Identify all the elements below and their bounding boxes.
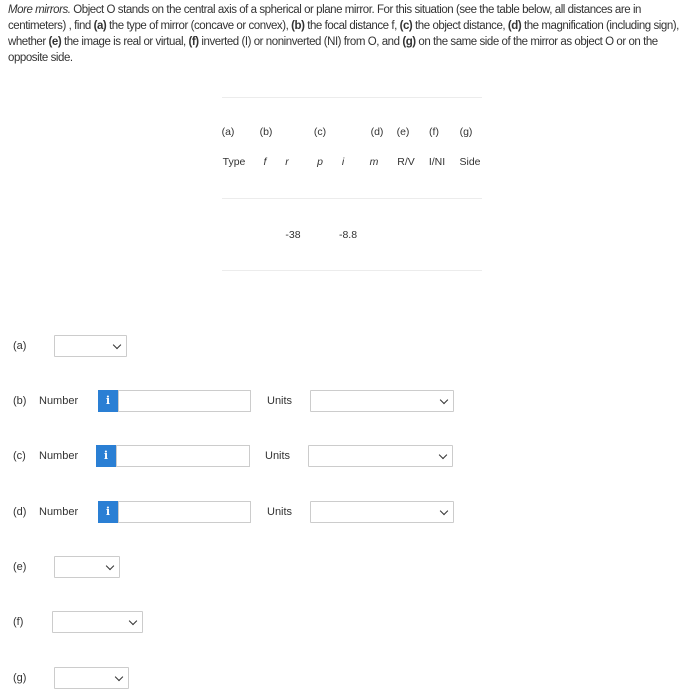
answer-c-number-label: Number <box>39 450 79 462</box>
chevron-down-icon <box>115 673 123 681</box>
col-header-i: i <box>341 156 345 168</box>
answer-g-label: (g) <box>13 672 27 684</box>
col-header-r: r <box>285 156 289 168</box>
answer-d-number-input[interactable] <box>118 501 251 523</box>
answer-c-units-label: Units <box>265 450 291 462</box>
answer-b-label: (b) <box>13 395 27 407</box>
answer-c-units-select[interactable] <box>308 445 453 467</box>
info-icon[interactable]: i <box>98 390 118 412</box>
answer-g-select[interactable] <box>54 667 129 689</box>
answer-e-select[interactable] <box>54 556 120 578</box>
answer-a-select[interactable] <box>54 335 127 357</box>
text-g: on the same side of the mirror as object O or on the opposite side. <box>8 36 658 64</box>
tag-e: (e) <box>48 36 62 48</box>
tag-g: (g) <box>402 36 416 48</box>
tag-d: (d) <box>507 20 522 32</box>
chevron-down-icon <box>129 617 137 625</box>
answer-f-select[interactable] <box>52 611 143 633</box>
value-i: -8.8 <box>338 229 358 241</box>
table-rule-top <box>222 97 482 98</box>
col-header-type: Type <box>222 156 246 168</box>
table-rule-bottom <box>222 270 482 271</box>
answer-a-label: (a) <box>13 340 27 352</box>
chevron-down-icon <box>440 396 448 404</box>
col-header-f: f <box>263 156 267 168</box>
chevron-down-icon <box>439 451 447 459</box>
info-icon[interactable]: i <box>98 501 118 523</box>
problem-statement <box>8 2 692 66</box>
text-a: the type of mirror (concave or convex), <box>106 20 292 32</box>
problem-title: More mirrors. <box>8 4 71 16</box>
problem-text: Object O stands on the central axis of a spherical or plane mirror. For this situation (see the table below, all distances are in centimeters) , find <box>8 4 642 32</box>
info-icon[interactable]: i <box>96 445 116 467</box>
text-b: the focal distance f, <box>304 20 400 32</box>
text-d: the magnification (including sign), whether <box>8 20 679 48</box>
col-header-rv: R/V <box>397 156 415 168</box>
answer-d-units-label: Units <box>267 506 293 518</box>
col-letter-e: (e) <box>396 126 410 138</box>
answer-d-units-select[interactable] <box>310 501 454 523</box>
tag-c: (c) <box>399 20 413 32</box>
col-letter-d: (d) <box>370 126 384 138</box>
col-header-ini: I/NI <box>428 156 446 168</box>
col-header-side: Side <box>459 156 481 168</box>
value-r: -38 <box>285 229 301 241</box>
col-letter-a: (a) <box>221 126 235 138</box>
answer-e-label: (e) <box>13 561 27 573</box>
answer-b-units-label: Units <box>267 395 293 407</box>
chevron-down-icon <box>113 341 121 349</box>
col-letter-g: (g) <box>459 126 473 138</box>
text-c: the object distance, <box>412 20 508 32</box>
chevron-down-icon <box>440 507 448 515</box>
chevron-down-icon <box>106 562 114 570</box>
answer-b-number-input[interactable] <box>118 390 251 412</box>
col-letter-f: (f) <box>429 126 439 138</box>
answer-b-number-label: Number <box>39 395 79 407</box>
text-e: the image is real or virtual, <box>61 36 189 48</box>
answer-c-label: (c) <box>13 450 26 462</box>
tag-b: (b) <box>291 20 305 32</box>
answer-c-number-input[interactable] <box>116 445 250 467</box>
answer-d-number-label: Number <box>39 506 79 518</box>
answer-b-units-select[interactable] <box>310 390 454 412</box>
col-letter-b: (b) <box>259 126 273 138</box>
text-f: inverted (I) or noninverted (NI) from O, and <box>198 36 403 48</box>
col-header-p: p <box>317 156 323 168</box>
tag-a: (a) <box>93 20 107 32</box>
answer-d-label: (d) <box>13 506 27 518</box>
col-header-m: m <box>369 156 379 168</box>
table-rule-mid <box>222 198 482 199</box>
tag-f: (f) <box>188 36 199 48</box>
col-letter-c: (c) <box>313 126 327 138</box>
answer-f-label: (f) <box>13 616 24 628</box>
